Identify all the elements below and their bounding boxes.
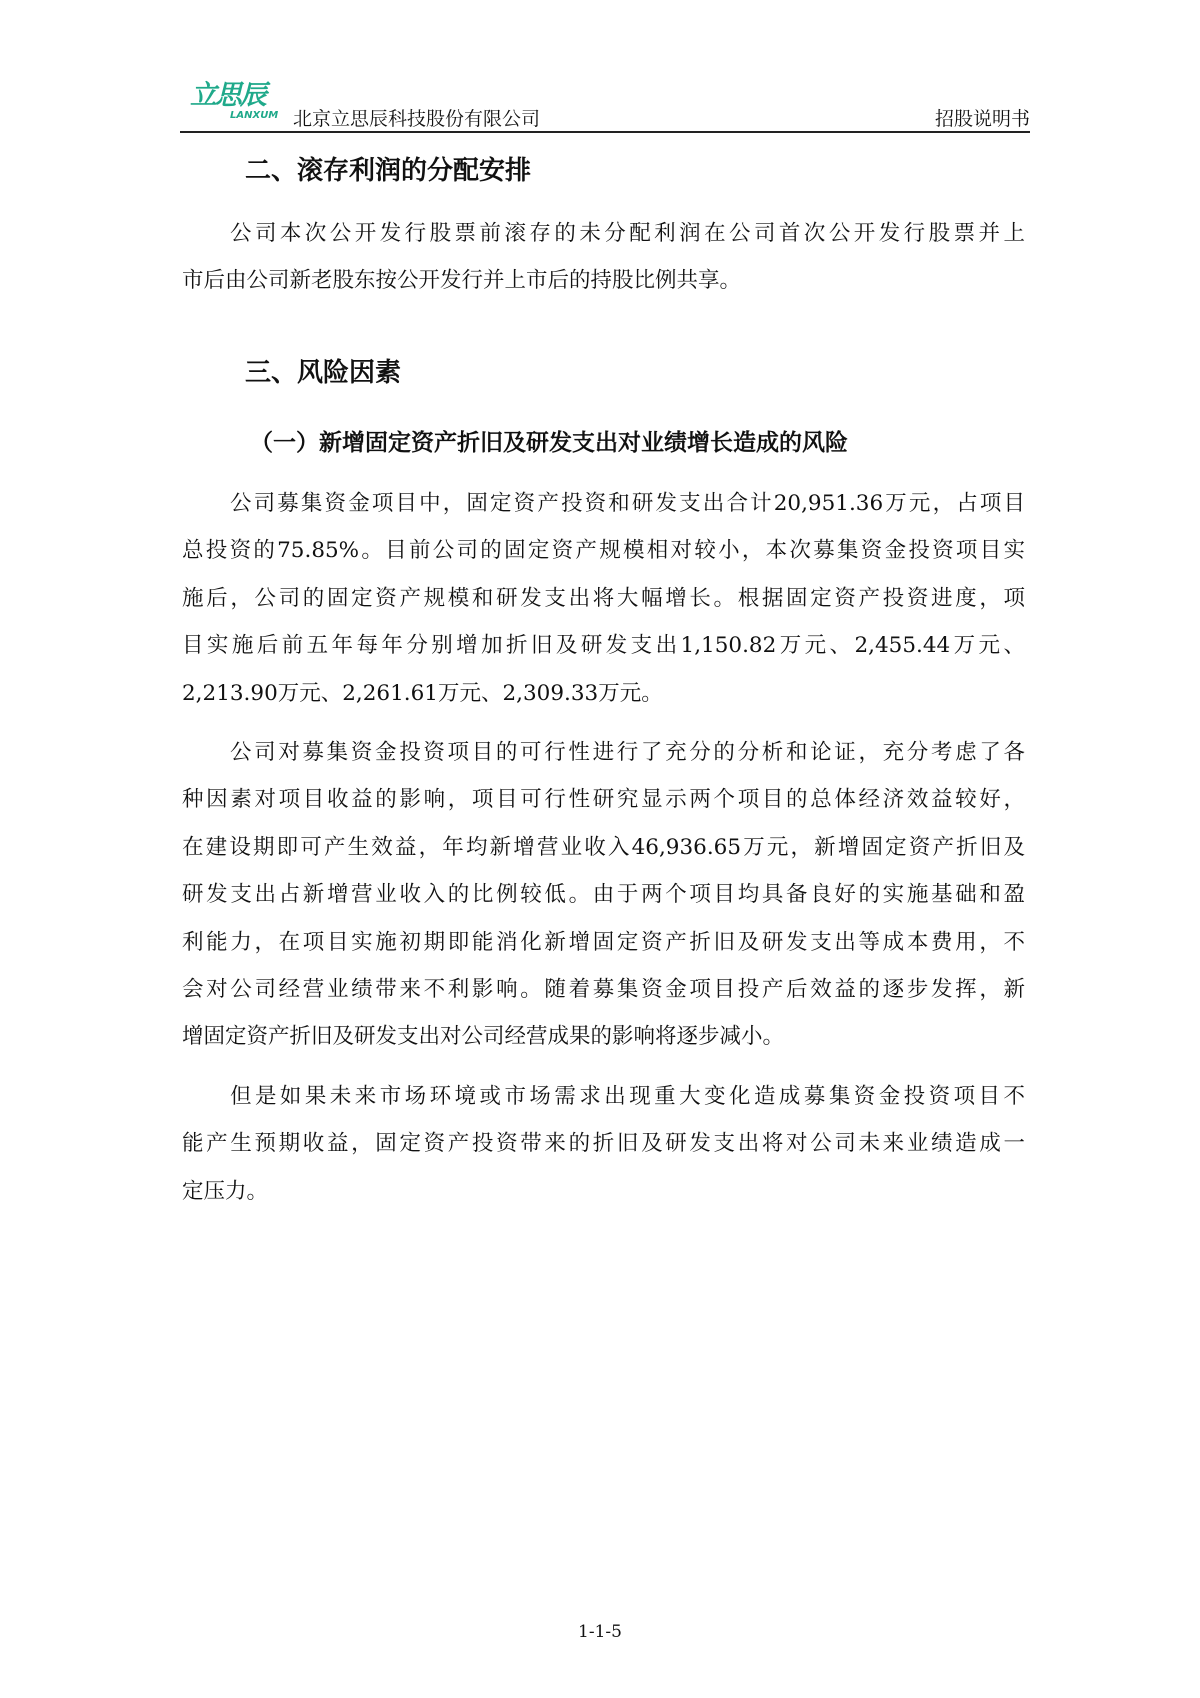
page-number: 1-1-5 bbox=[578, 1622, 622, 1642]
text-line: 在建设期即可产生效益，年均新增营业收入46,936.65万元，新增固定资产折旧及 bbox=[182, 834, 1025, 860]
text-line: 公司募集资金项目中，固定资产投资和研发支出合计20,951.36万元，占项目 bbox=[230, 491, 1025, 516]
text-line: 公司本次公开发行股票前滚存的未分配利润在公司首次公开发行股票并上 bbox=[230, 221, 1025, 246]
text-line: 施后，公司的固定资产规模和研发支出将大幅增长。根据固定资产投资进度，项 bbox=[182, 585, 1025, 611]
text-line: 市后由公司新老股东按公开发行并上市后的持股比例共享。 bbox=[182, 268, 742, 294]
text-line: 公司对募集资金投资项目的可行性进行了充分的分析和论证，充分考虑了各 bbox=[230, 740, 1025, 765]
text-line: 总投资的75.85%。目前公司的固定资产规模相对较小，本次募集资金投资项目实 bbox=[182, 538, 1025, 564]
document-type: 招股说明书 bbox=[934, 108, 1030, 130]
text-line: 能产生预期收益，固定资产投资带来的折旧及研发支出将对公司未来业绩造成一 bbox=[182, 1131, 1025, 1157]
text-line: 目实施后前五年每年分别增加折旧及研发支出1,150.82万元、2,455.44万元、 bbox=[182, 633, 1025, 659]
text-line: 会对公司经营业绩带来不利影响。随着募集资金项目投产后效益的逐步发挥，新 bbox=[182, 977, 1025, 1003]
paragraph-2 bbox=[182, 729, 1025, 1061]
paragraph-profit-distribution bbox=[182, 210, 1025, 305]
text-line: 利能力，在项目实施初期即能消化新增固定资产折旧及研发支出等成本费用，不 bbox=[182, 929, 1025, 955]
company-name: 北京立思辰科技股份有限公司 bbox=[293, 108, 541, 130]
logo-chinese: 立思辰 bbox=[190, 80, 265, 111]
text-line: 定压力。 bbox=[182, 1178, 269, 1204]
text-line: 种因素对项目收益的影响，项目可行性研究显示两个项目的总体经济效益较好， bbox=[182, 787, 1025, 813]
company-logo bbox=[190, 82, 290, 126]
subsection-heading-depreciation-risk: （一）新增固定资产折旧及研发支出对业绩增长造成的风险 bbox=[250, 430, 848, 456]
header-divider bbox=[180, 131, 1030, 133]
section-heading-risk-factors: 三、风险因素 bbox=[245, 358, 402, 388]
text-line: 但是如果未来市场环境或市场需求出现重大变化造成募集资金投资项目不 bbox=[230, 1084, 1025, 1109]
section-heading-profit-distribution: 二、滚存利润的分配安排 bbox=[245, 156, 532, 186]
text-line: 增固定资产折旧及研发支出对公司经营成果的影响将逐步减小。 bbox=[182, 1024, 785, 1050]
text-line: 2,213.90万元、2,261.61万元、2,309.33万元。 bbox=[182, 680, 663, 706]
text-line: 研发支出占新增营业收入的比例较低。由于两个项目均具备良好的实施基础和盈 bbox=[182, 882, 1025, 908]
paragraph-3 bbox=[182, 1073, 1025, 1215]
paragraph-1 bbox=[182, 480, 1025, 717]
logo-english: LANXUM bbox=[230, 110, 279, 121]
